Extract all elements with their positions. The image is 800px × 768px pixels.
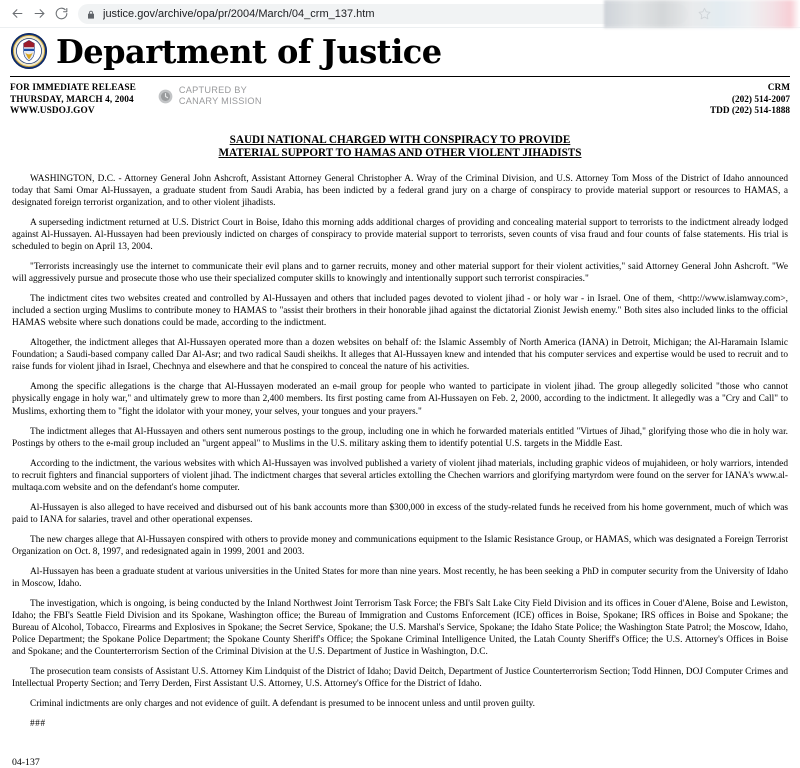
- watermark-text: [179, 85, 262, 107]
- document-page: [0, 28, 800, 768]
- forward-icon[interactable]: [28, 3, 50, 25]
- press-release-headline: [120, 134, 680, 161]
- back-icon[interactable]: [6, 3, 28, 25]
- doj-seal-icon: [10, 32, 48, 70]
- masthead-divider: [10, 76, 790, 77]
- canary-mission-watermark: [158, 85, 262, 107]
- body-paragraph: Al-Hussayen is also alleged to have received and disbursed out of his bank accounts more than $300,000 in excess of the study-related funds he received from his home government, much of which was paid to IANA for salaries, travel and other operational expenses.: [12, 502, 788, 525]
- end-of-release-marker: ###: [30, 719, 46, 730]
- clock-icon: [158, 89, 173, 104]
- body-paragraph: The prosecution team consists of Assistant U.S. Attorney Kim Lindquist of the District of Idaho; David Deitch, Department of Justice Counterterrorism Section; Todd Hinnen, DOJ Computer Crimes and Intellectual Property Section; and Terry Derden, First Assistant U.S. Attorney, U.S. Attorney's Office for the District of Idaho.: [12, 667, 788, 690]
- contact-division: CRM: [767, 83, 790, 93]
- reload-icon[interactable]: [50, 3, 72, 25]
- release-date-line: THURSDAY, MARCH 4, 2004: [10, 94, 134, 105]
- body-paragraph: Among the specific allegations is the charge that Al-Hussayen moderated an e-mail group for people who wanted to participate in violent jihad. The group allegedly solicited "those who cannot physically engage in holy war," and ultimately grew to more than 2,400 members. Its first posting came from Al-Hussayen on Feb. 2, 2000, according to the indictment. It allegedly was a "Cry and Call" to Muslims, exhorting them to "fight the idolator with your money, your selves, your tongues and your prayers.": [12, 382, 788, 417]
- contact-phone: (202) 514-2007: [731, 94, 790, 105]
- page-title: Department of Justice: [56, 31, 442, 71]
- body-paragraph: Altogether, the indictment alleges that Al-Hussayen operated more than a dozen websites on behalf of: the Islamic Assembly of North America (IANA) in Detroit, Michigan; the Al-Haramain Islamic Foundation; a Saudi-based company called Dar Al-Asr; and two radical Saudi sheikhs. It alleges that Al-Hussayen knew and intended that his computer services and expertise would be used to recruit and to raise funds for violent jihad in Israel, Chechnya and elsewhere and that he conspired to conceal the nature of his activities.: [12, 338, 788, 373]
- body-paragraph: The new charges allege that Al-Hussayen conspired with others to provide money and communications equipment to the Islamic Resistance Group, or HAMAS, which was designated a Foreign Terrorist Organization on Oct. 8, 1997, and redesignated again in 1999, 2001 and 2003.: [12, 534, 788, 557]
- body-paragraph: The investigation, which is ongoing, is being conducted by the Inland Northwest Joint Terrorism Task Force; the FBI's Salt Lake City Field Division and its offices in Couer d'Alene, Boise and Lewiston, Idaho; the FBI's Seattle Field Division and its Spokane, Washington office; the Bureau of Immigration and Customs Enforcement (ICE) offices in Boise, Spokane; IRS offices in Boise and Spokane; the Bureau of Alcohol, Tobacco, Firearms and Explosives in Spokane; the Secret Service, Spokane; the U.S. Marshal's Service, Spokane; the Idaho State Police; the Washington State Patrol; the Moscow, Idaho, Police Department; the Spokane Police Department; the Spokane County Sheriff's Office; the Spokane Criminal Intelligence United, the Latah County Sheriff's Office; the U.S. Attorney's Offices in Boise and Spokane; and the Counterterrorism Section of the Criminal Division at the U.S. Department of Justice in Washington, D.C.: [12, 599, 788, 658]
- release-header-left: [10, 83, 136, 118]
- release-number: 04-137: [12, 756, 40, 768]
- body-paragraph: The indictment cites two websites created and controlled by Al-Hussayen and others that included pages devoted to violent jihad - or holy war - in Israel. One of them, <http://www.islamway.com>, included a section urging Muslims to contribute money to HAMAS to "assist their brothers in their honorable jihad against the dictatorial Zionist Jewish enemy." Both sites also included links to the official HAMAS website where such donations could be made, according to the indictment.: [12, 294, 788, 329]
- headline-line-1: SAUDI NATIONAL CHARGED WITH CONSPIRACY TO PROVIDE: [229, 133, 571, 146]
- body-paragraph: The indictment alleges that Al-Hussayen and others sent numerous postings to the group, including one in which he forwarded materials entitled "Virtues of Jihad," glorifying those who die in holy war. Postings by others to the e-mail group included an "urgent appeal" to Muslims in the U.S. military asking them to identify potential U.S. targets in the Middle East.: [12, 426, 788, 449]
- release-header-contact: [710, 83, 790, 118]
- url-text: justice.gov/archive/opa/pr/2004/March/04_crm_137.htm: [103, 7, 375, 20]
- contact-tdd-phone: TDD (202) 514-1888: [709, 106, 790, 117]
- watermark-line-1: CAPTURED BY: [178, 85, 248, 95]
- body-paragraph: WASHINGTON, D.C. - Attorney General John Ashcroft, Assistant Attorney General Christopher A. Wray of the Criminal Division, and U.S. Attorney Tom Moss of the District of Idaho announced today that Sami Omar Al-Hussayen, a graduate student from Saudi Arabia, has been indicted by a federal grand jury on a charge of conspiracy to provide material support or resources to HAMAS, a designated foreign terrorist organization, and to other violent jihadists.: [12, 173, 788, 208]
- body-paragraph: "Terrorists increasingly use the internet to communicate their evil plans and to garner recruits, money and other material support for their violent activities," said Attorney General John Ashcroft. "We will aggressively pursue and prosecute those who use their specialized computer skills to knowingly and intentionally support such terrorist conspiracies.": [12, 262, 788, 285]
- watermark-line-2: CANARY MISSION: [178, 96, 262, 106]
- body-paragraph: Criminal indictments are only charges and not evidence of guilt. A defendant is presumed to be innocent unless and until proven guilty.: [30, 699, 535, 710]
- release-website-line: WWW.USDOJ.GOV: [10, 106, 95, 117]
- release-immediate-line: FOR IMMEDIATE RELEASE: [10, 83, 136, 93]
- release-header: [10, 83, 790, 118]
- browser-toolbar: [0, 0, 800, 28]
- body-paragraph: According to the indictment, the various websites with which Al-Hussayen was involved published a variety of violent jihad materials, including graphic videos of mujahideen, or holy warriors, intended to recruit fighters and financial supporters of violent jihad. The indictment charges that several articles extolling the Chechen warriors and glorifying martyrdom were found on the server for IANA's www.al-multaqa.com website and on the defendant's home computer.: [12, 458, 788, 493]
- masthead: [10, 28, 790, 72]
- lock-icon: [86, 8, 96, 20]
- body-paragraph: A superseding indictment returned at U.S. District Court in Boise, Idaho this morning adds additional charges of providing and concealing material support to terrorists to the indictment already lodged against Al-Hussayen. Al-Hussayen had been previously indicted on charges of conspiracy to provide material support to terrorists, seven counts of visa fraud and four counts of false statements. His trial is scheduled to begin on April 13, 2004.: [12, 217, 788, 253]
- chrome-blurred-region: [604, 0, 800, 28]
- headline-line-2: MATERIAL SUPPORT TO HAMAS AND OTHER VIOLENT JIHADISTS: [218, 147, 582, 160]
- address-bar[interactable]: [78, 4, 688, 24]
- body-paragraph: Al-Hussayen has been a graduate student at various universities in the United States for more than nine years. Most recently, he has been seeking a PhD in computer security from the University of Idaho in Moscow, Idaho.: [12, 567, 788, 590]
- press-release-body: [10, 173, 790, 731]
